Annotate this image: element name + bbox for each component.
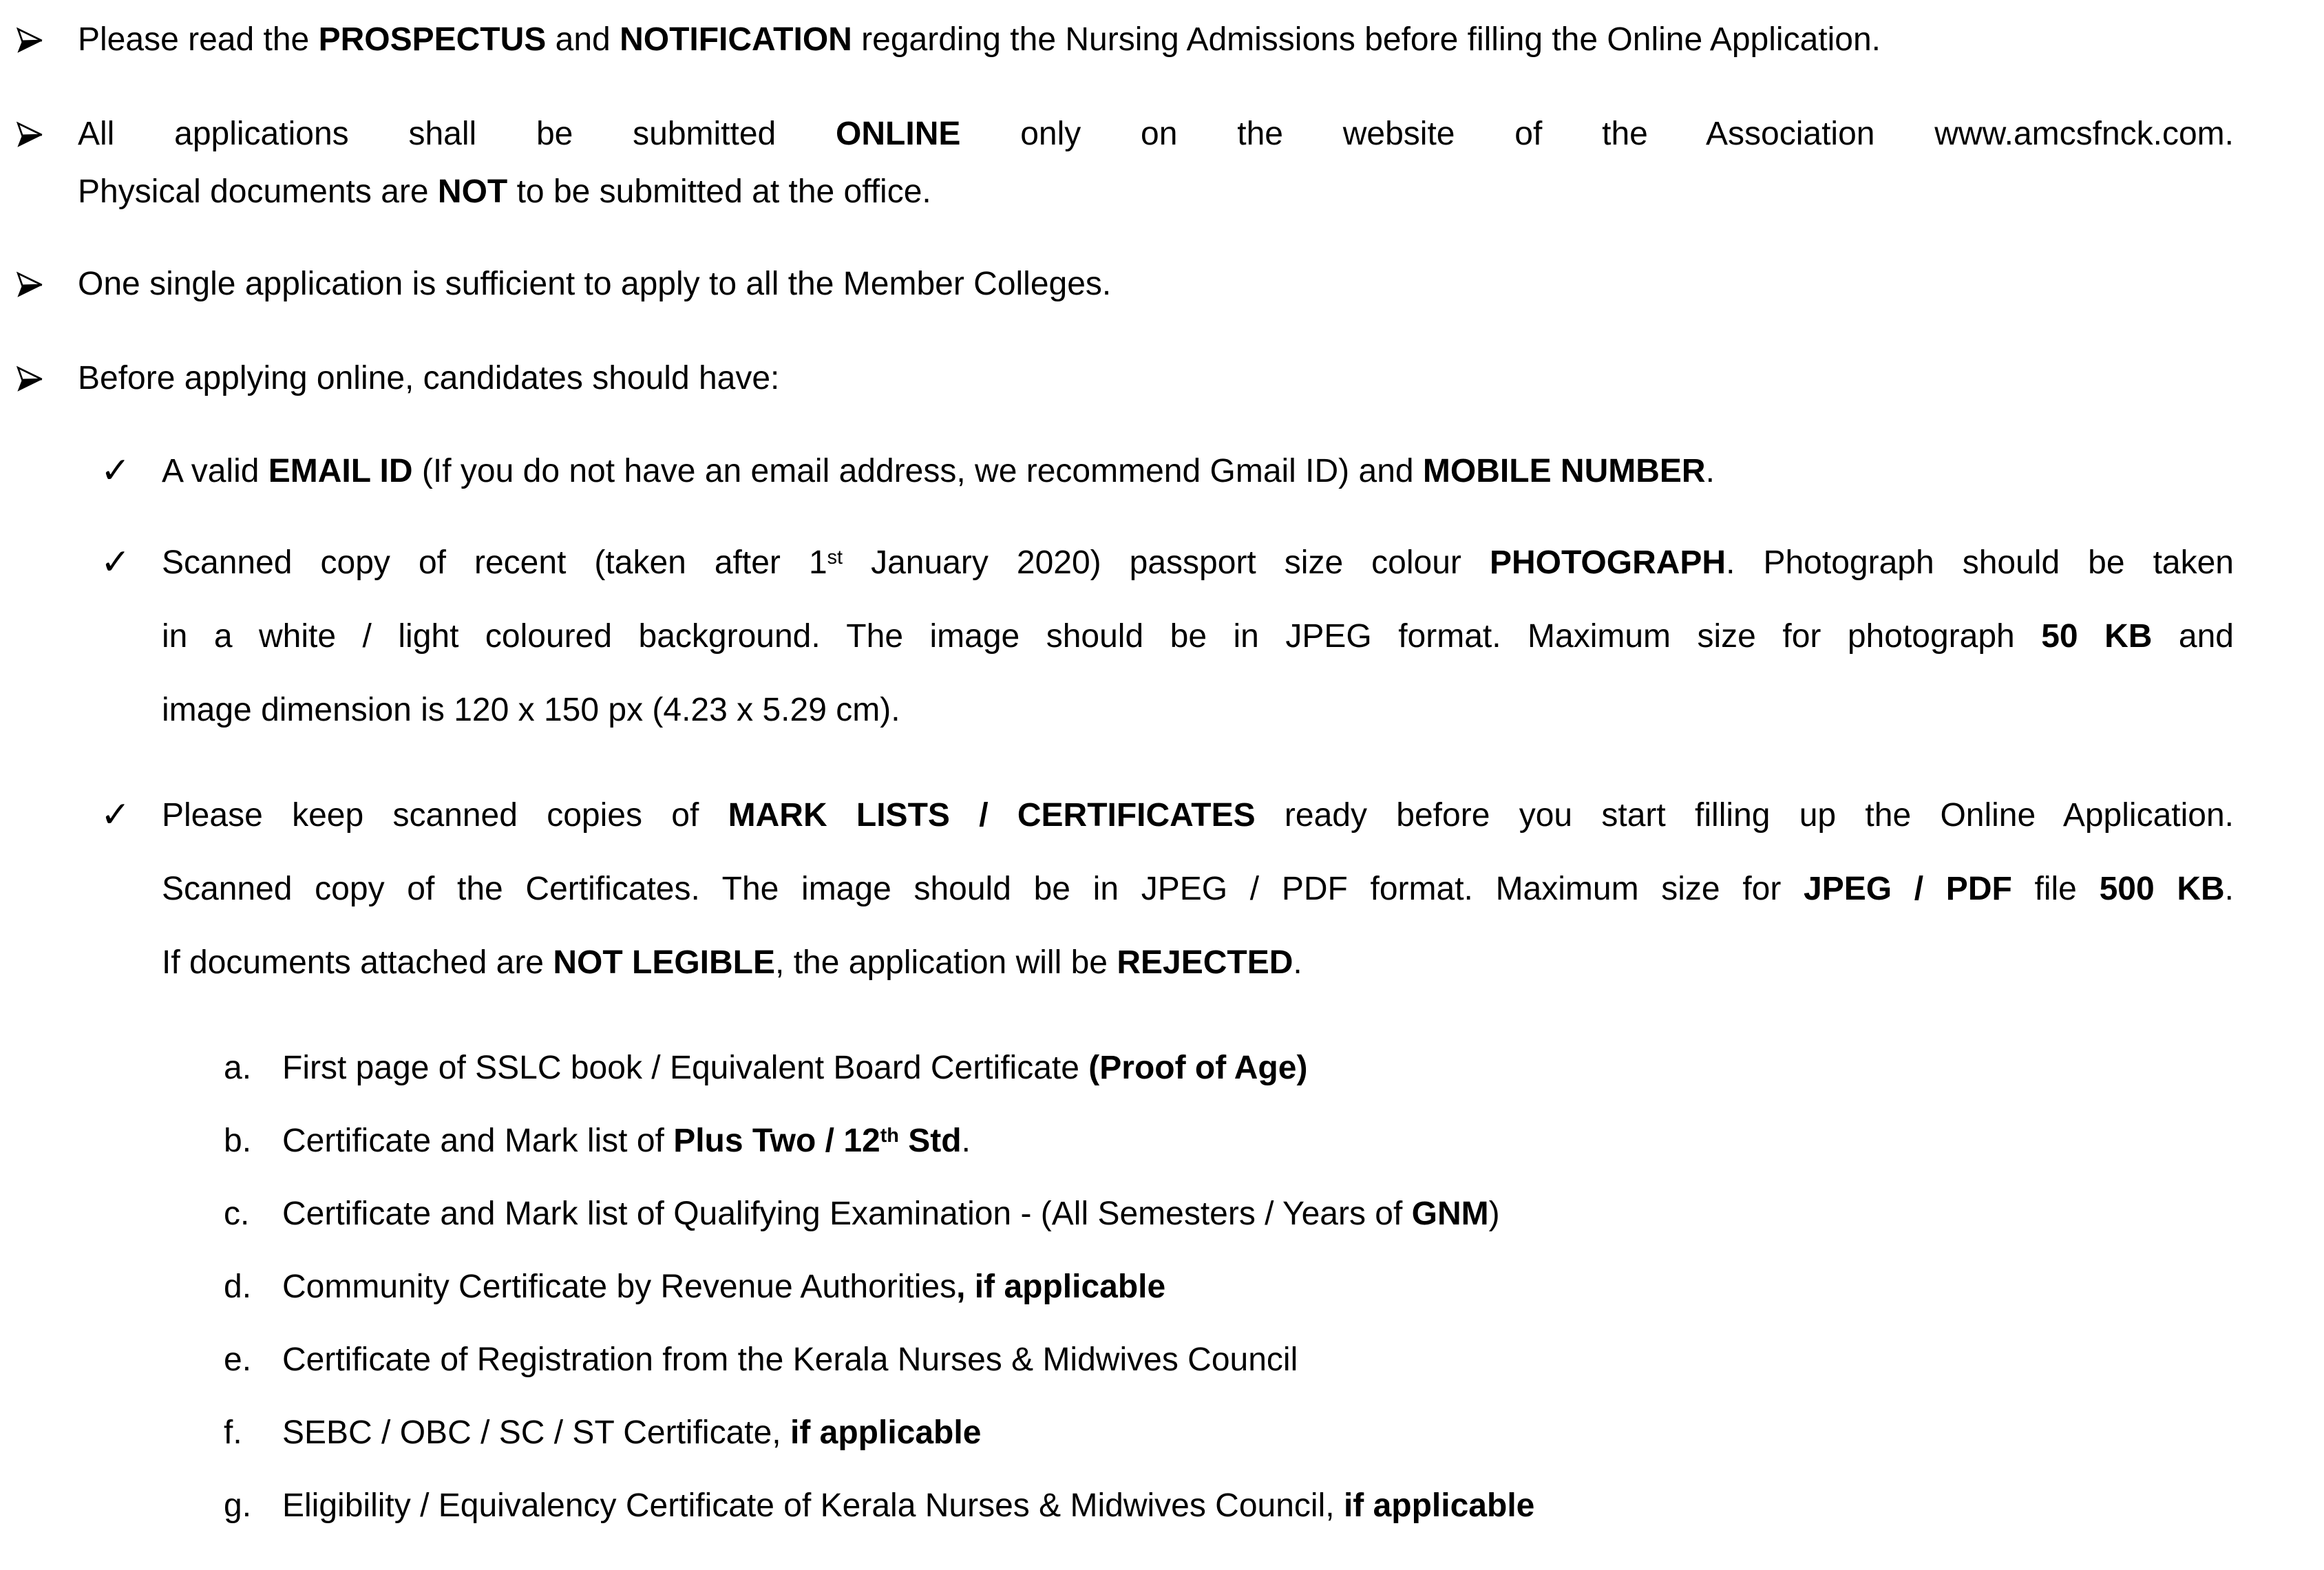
lettered-item-c [0, 1178, 2324, 1251]
bullet-item-online-submission [0, 105, 2324, 221]
list-marker: e. [224, 1341, 252, 1378]
text-line: Eligibility / Equivalency Certificate of Kerala Nurses & Midwives Council, if applicable [282, 1487, 1535, 1524]
list-marker: c. [224, 1196, 250, 1232]
text-line: Please read the PROSPECTUS and NOTIFICATION regarding the Nursing Admissions before filling the Online Application. [78, 21, 1881, 58]
arrow-bullet-icon [14, 363, 45, 395]
text-line: One single application is sufficient to apply to all the Member Colleges. [78, 266, 1112, 302]
list-marker: a. [224, 1050, 252, 1086]
list-marker: f. [224, 1414, 242, 1451]
bullet-item-before-applying [0, 350, 2324, 407]
bullet-item-single-application [0, 255, 2324, 313]
text-line: Certificate and Mark list of Qualifying Examination - (All Semesters / Years of GNM) [282, 1196, 1500, 1232]
lettered-item-b [0, 1105, 2324, 1178]
text-line: First page of SSLC book / Equivalent Board Certificate (Proof of Age) [282, 1050, 1308, 1086]
lettered-item-e [0, 1324, 2324, 1397]
text-line: All applications shall be submitted ONLINE only on the website of the Association www.amcsfnck.com. [78, 116, 2235, 152]
lettered-item-d [0, 1251, 2324, 1324]
text-line: Scanned copy of the Certificates. The image should be in JPEG / PDF format. Maximum size for JPEG / PDF file 500 KB. [162, 871, 2235, 907]
arrow-bullet-icon [14, 119, 45, 151]
text-line: Certificate of Registration from the Kerala Nurses & Midwives Council [282, 1341, 1298, 1378]
list-marker: b. [224, 1123, 252, 1159]
lettered-item-f [0, 1397, 2324, 1470]
list-marker: d. [224, 1269, 252, 1305]
text-line: in a white / light coloured background. The image should be in JPEG format. Maximum size for photograph 50 KB and [162, 618, 2235, 655]
list-marker: g. [224, 1487, 252, 1524]
check-icon: ✓ [101, 450, 131, 491]
check-item-email-id [0, 434, 2324, 508]
bullet-item-prospectus [0, 11, 2324, 69]
check-icon: ✓ [101, 542, 131, 583]
text-line: Certificate and Mark list of Plus Two / 12th Std. [282, 1123, 971, 1159]
check-item-photograph [0, 526, 2324, 747]
text-line: Community Certificate by Revenue Authorities, if applicable [282, 1269, 1166, 1305]
lettered-item-g [0, 1470, 2324, 1542]
check-item-mark-lists [0, 778, 2324, 999]
text-line: image dimension is 120 x 150 px (4.23 x 5.29 cm). [162, 692, 900, 728]
arrow-bullet-icon [14, 25, 45, 56]
text-line: A valid EMAIL ID (If you do not have an email address, we recommend Gmail ID) and MOBILE NUMBER. [162, 453, 1715, 489]
text-line: Please keep scanned copies of MARK LISTS / CERTIFICATES ready before you start filling up the Online Application. [162, 797, 2234, 834]
lettered-item-a [0, 1032, 2324, 1105]
text-line: Before applying online, candidates should have: [78, 360, 780, 396]
text-line: If documents attached are NOT LEGIBLE, the application will be REJECTED. [162, 944, 1302, 981]
text-line: Scanned copy of recent (taken after 1st January 2020) passport size colour PHOTOGRAPH. Photograph should be taken [162, 544, 2234, 581]
check-icon: ✓ [101, 794, 131, 836]
text-line: SEBC / OBC / SC / ST Certificate, if applicable [282, 1414, 982, 1451]
arrow-bullet-icon [14, 269, 45, 301]
text-line: Physical documents are NOT to be submitted at the office. [78, 173, 931, 210]
